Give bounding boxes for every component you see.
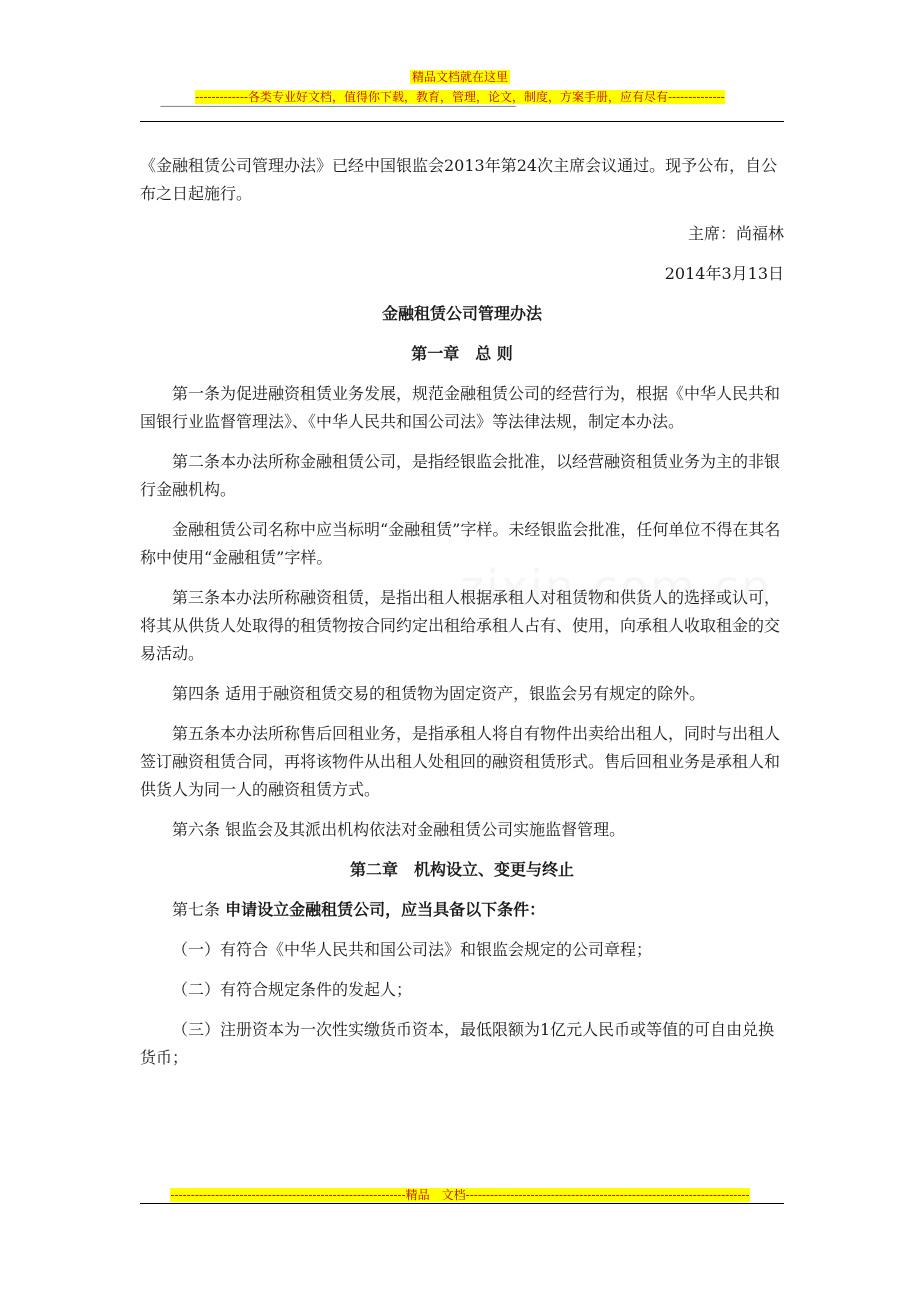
header-title-text: 精品文档就在这里: [411, 70, 508, 84]
date: 2014年3月13日: [664, 264, 784, 283]
condition-item-1: （一）有符合《中华人民共和国公司法》和银监会规定的公司章程；: [172, 940, 653, 959]
article-4: 第四条 适用于融资租赁交易的租赁物为固定资产，银监会另有规定的除外。: [172, 684, 706, 703]
header-title: [0, 66, 920, 85]
footer-rule: [140, 1203, 784, 1204]
signer: 主席：尚福林: [687, 224, 784, 243]
article-7-label: 第七条: [172, 900, 221, 919]
article-1: 第一条为促进融资租赁业务发展，规范金融租赁公司的经营行为，根据《中华人民共和国银行业监督管理法》、《中华人民共和国公司法》等法律法规，制定本办法。: [140, 384, 781, 431]
chapter2-title: 第二章 机构设立、变更与终止: [349, 860, 574, 879]
article-3: 第三条本办法所称融资租赁，是指出租人根据承租人对租赁物和供货人的选择或认可，将其从供货人处取得的租赁物按合同约定出租给承租人占有、使用，向承租人收取租金的交易活动。: [140, 588, 781, 663]
article-6: 第六条 银监会及其派出机构依法对金融租赁公司实施监督管理。: [172, 820, 626, 839]
header-rule: [140, 121, 784, 122]
footer-text: ----------------------------------------------------------精品 文档----------------------------------------------------------------------: [170, 1188, 750, 1202]
header-dashes: ------------------------------------------------------------------------------------------------------------------------------------------------------------------------------: [160, 102, 516, 112]
condition-item-3: （三）注册资本为一次性实缴货币资本，最低限额为1亿元人民币或等值的可自由兑换货币；: [140, 1020, 775, 1067]
intro-text: 《金融租赁公司管理办法》已经中国银监会2013年第24次主席会议通过。现予公布，自公布之日起施行。: [140, 156, 778, 203]
article-7-text: 申请设立金融租赁公司，应当具备以下条件：: [225, 900, 546, 919]
doc-title: 金融租赁公司管理办法: [381, 304, 542, 323]
article-5: 第五条本办法所称售后回租业务，是指承租人将自有物件出卖给出租人，同时与出租人签订融资租赁合同，再将该物件从出租人处租回的融资租赁形式。售后回租业务是承租人和供货人为同一人的融资租赁方式。: [140, 724, 781, 799]
article-7: [140, 896, 784, 924]
chapter1-title: 第一章 总 则: [411, 344, 513, 363]
article-2: 第二条本办法所称金融租赁公司，是指经银监会批准，以经营融资租赁业务为主的非银行金融机构。: [140, 452, 781, 499]
document-body: [140, 152, 784, 1084]
article-2-para-2: 金融租赁公司名称中应当标明“金融租赁”字样。未经银监会批准，任何单位不得在其名称中使用“金融租赁”字样。: [140, 520, 781, 567]
header-banner-text: -------------各类专业好文档，值得你下载，教育，管理，论文，制度，方案手册，应有尽有--------------: [195, 90, 725, 104]
condition-item-2: （二）有符合规定条件的发起人；: [172, 980, 413, 999]
footer: [0, 1184, 920, 1203]
